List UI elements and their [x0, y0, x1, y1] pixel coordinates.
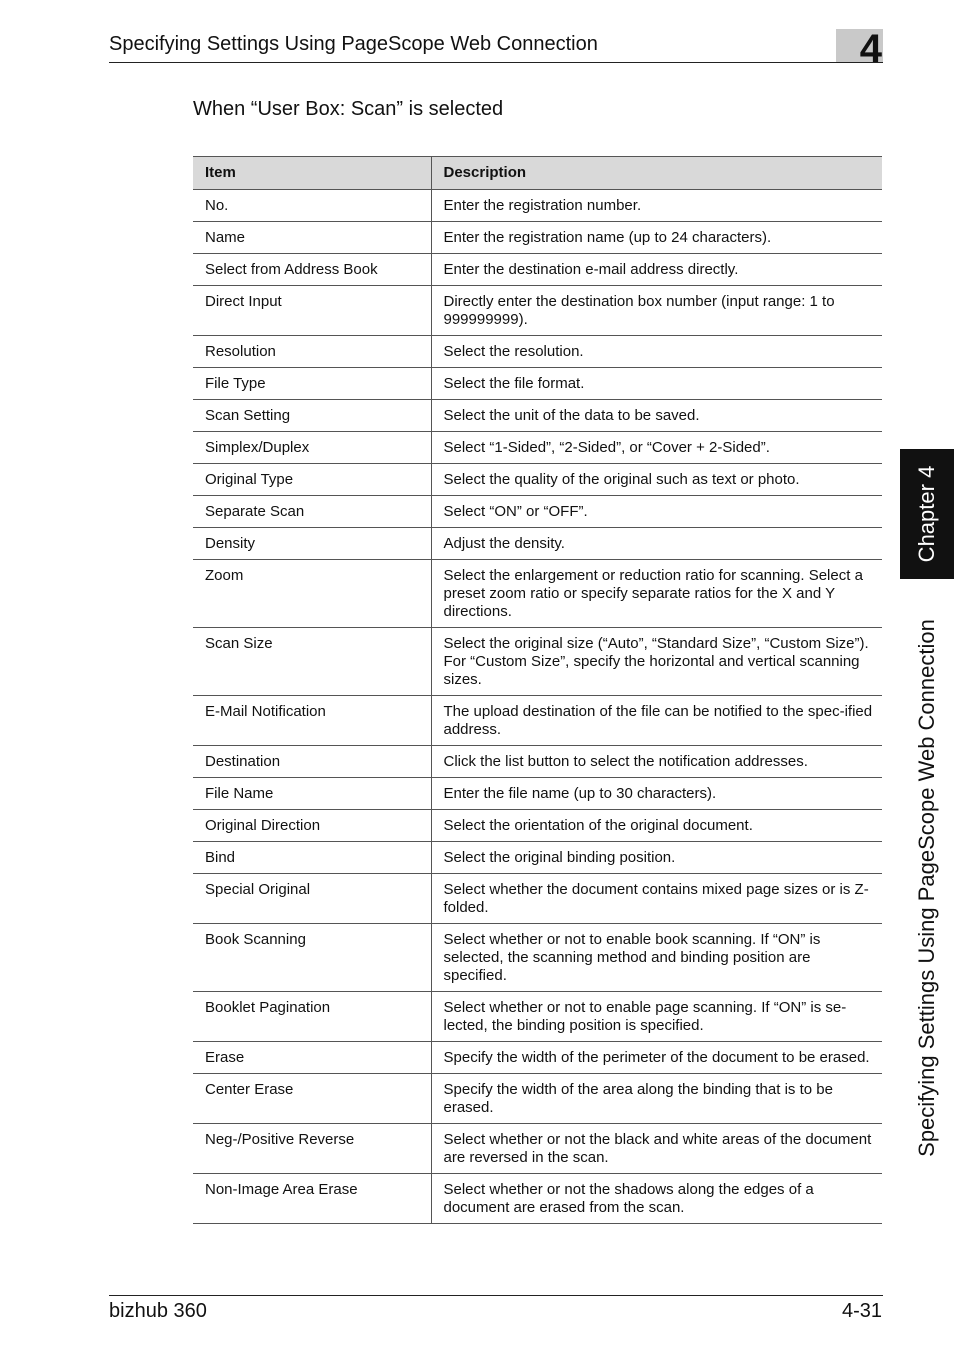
header-rule — [109, 62, 883, 63]
item-cell: Simplex/Duplex — [193, 432, 431, 464]
description-cell: Enter the registration number. — [431, 190, 882, 222]
table-row — [193, 464, 882, 496]
table-row — [193, 496, 882, 528]
table-row — [193, 1124, 882, 1174]
table-row — [193, 628, 882, 696]
item-cell: Neg-/Positive Reverse — [193, 1124, 431, 1174]
table-header-row — [193, 157, 882, 190]
description-cell: Select the enlargement or reduction ratio for scanning. Select a preset zoom ratio or specify separate ratios for the X and Y directions. — [431, 560, 882, 628]
description-cell: Adjust the density. — [431, 528, 882, 560]
description-cell: Select the original size (“Auto”, “Standard Size”, “Custom Size”). For “Custom Size”, specify the horizontal and vertical scanning sizes. — [431, 628, 882, 696]
side-section-text: Specifying Settings Using PageScope Web Connection — [914, 619, 939, 1157]
description-cell: Select the orientation of the original document. — [431, 810, 882, 842]
table-body — [193, 190, 882, 1224]
table-row — [193, 368, 882, 400]
table-row — [193, 992, 882, 1042]
header-title: Specifying Settings Using PageScope Web Connection — [109, 33, 598, 55]
description-cell: Specify the width of the area along the binding that is to be erased. — [431, 1074, 882, 1124]
item-cell: Bind — [193, 842, 431, 874]
column-header-item: Item — [193, 157, 431, 190]
description-cell: Specify the width of the perimeter of the document to be erased. — [431, 1042, 882, 1074]
description-cell: Select the quality of the original such as text or photo. — [431, 464, 882, 496]
item-cell: Select from Address Book — [193, 254, 431, 286]
table-row — [193, 1042, 882, 1074]
table-row — [193, 778, 882, 810]
chapter-tab-label: Chapter 4 — [914, 465, 939, 563]
description-cell: Select whether the document contains mixed page sizes or is Z-folded. — [431, 874, 882, 924]
item-cell: Resolution — [193, 336, 431, 368]
item-cell: File Type — [193, 368, 431, 400]
chapter-number: 4 — [859, 29, 882, 62]
chapter-side-tab — [900, 449, 954, 579]
table-row — [193, 528, 882, 560]
table-row — [193, 432, 882, 464]
description-cell: Enter the file name (up to 30 characters). — [431, 778, 882, 810]
item-cell: Zoom — [193, 560, 431, 628]
item-cell: Center Erase — [193, 1074, 431, 1124]
item-cell: Destination — [193, 746, 431, 778]
chapter-number-box — [836, 29, 883, 62]
item-cell: File Name — [193, 778, 431, 810]
description-cell: Enter the registration name (up to 24 characters). — [431, 222, 882, 254]
table-row — [193, 874, 882, 924]
item-cell: No. — [193, 190, 431, 222]
item-cell: Separate Scan — [193, 496, 431, 528]
table-row — [193, 560, 882, 628]
footer-rule — [109, 1295, 883, 1296]
description-cell: Select “1-Sided”, “2-Sided”, or “Cover + 2-Sided”. — [431, 432, 882, 464]
table-row — [193, 254, 882, 286]
item-cell: Direct Input — [193, 286, 431, 336]
table-row — [193, 336, 882, 368]
section-title: When “User Box: Scan” is selected — [193, 98, 504, 120]
description-cell: Click the list button to select the notification addresses. — [431, 746, 882, 778]
table-row — [193, 924, 882, 992]
item-cell: Original Type — [193, 464, 431, 496]
item-cell: Book Scanning — [193, 924, 431, 992]
description-cell: Select the original binding position. — [431, 842, 882, 874]
description-cell: Select the file format. — [431, 368, 882, 400]
description-cell: Enter the destination e-mail address directly. — [431, 254, 882, 286]
description-cell: The upload destination of the file can be notified to the spec-ified address. — [431, 696, 882, 746]
side-section-label — [900, 608, 954, 1168]
table-row — [193, 400, 882, 432]
description-cell: Select whether or not the shadows along the edges of a document are erased from the scan. — [431, 1174, 882, 1224]
table-row — [193, 190, 882, 222]
item-cell: Booklet Pagination — [193, 992, 431, 1042]
item-cell: Density — [193, 528, 431, 560]
table-row — [193, 286, 882, 336]
table-row — [193, 696, 882, 746]
description-cell: Select whether or not to enable book scanning. If “ON” is selected, the scanning method and binding position are specified. — [431, 924, 882, 992]
item-cell: Erase — [193, 1042, 431, 1074]
table-row — [193, 810, 882, 842]
description-cell: Select whether or not to enable page scanning. If “ON” is se-lected, the binding position is specified. — [431, 992, 882, 1042]
footer-page-number: 4-31 — [841, 1300, 882, 1322]
settings-table — [193, 156, 882, 1224]
table-row — [193, 1174, 882, 1224]
item-cell: Scan Setting — [193, 400, 431, 432]
description-cell: Select the unit of the data to be saved. — [431, 400, 882, 432]
table-row — [193, 746, 882, 778]
item-cell: Scan Size — [193, 628, 431, 696]
description-cell: Select “ON” or “OFF”. — [431, 496, 882, 528]
description-cell: Select the resolution. — [431, 336, 882, 368]
item-cell: Special Original — [193, 874, 431, 924]
table-row — [193, 222, 882, 254]
table-row — [193, 842, 882, 874]
item-cell: Original Direction — [193, 810, 431, 842]
item-cell: E-Mail Notification — [193, 696, 431, 746]
table-row — [193, 1074, 882, 1124]
item-cell: Name — [193, 222, 431, 254]
description-cell: Directly enter the destination box number (input range: 1 to 999999999). — [431, 286, 882, 336]
description-cell: Select whether or not the black and white areas of the document are reversed in the scan. — [431, 1124, 882, 1174]
column-header-description: Description — [431, 157, 882, 190]
footer-product: bizhub 360 — [109, 1300, 207, 1322]
item-cell: Non-Image Area Erase — [193, 1174, 431, 1224]
